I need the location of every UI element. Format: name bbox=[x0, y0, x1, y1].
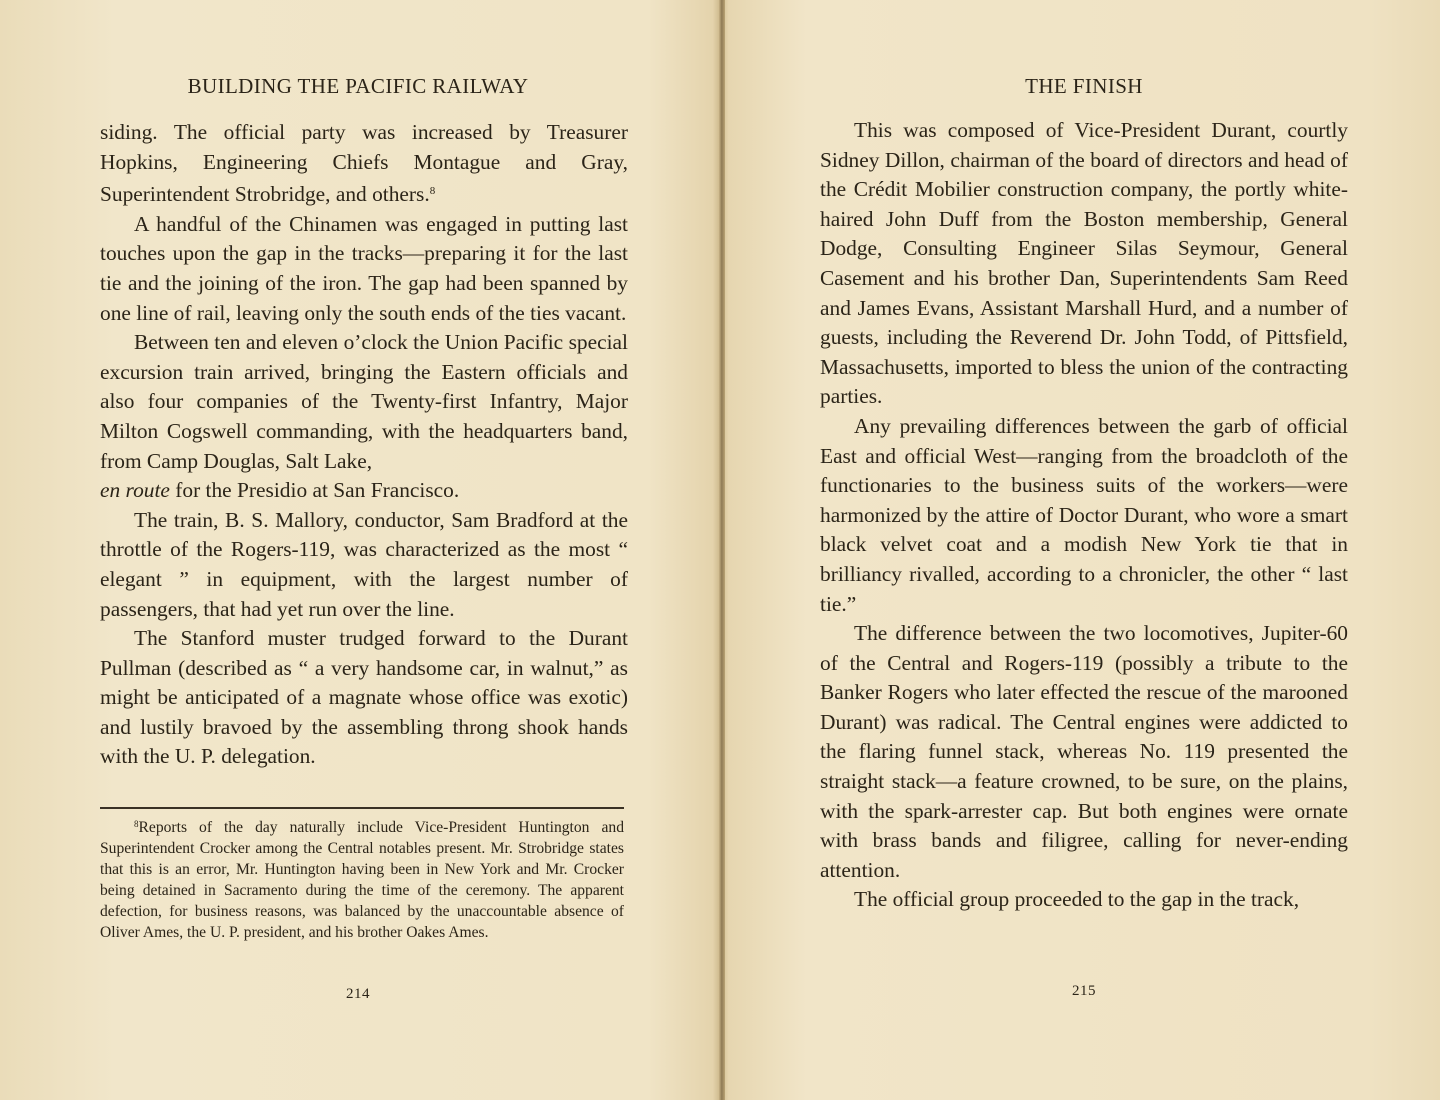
page-number-right: 215 bbox=[1072, 983, 1096, 999]
paragraph: Between ten and eleven o’clock the Union Pacific special excursion train arrived, bringing the Eastern officials and also four companies of the Twenty-first Infantry, Major Milton Cogswell commanding, with the headquarters band, from Camp Douglas, Salt Lake, bbox=[100, 330, 628, 473]
footnote bbox=[100, 814, 624, 943]
page-number-left: 214 bbox=[346, 986, 370, 1002]
right-page bbox=[820, 0, 1348, 1100]
paragraph-text: siding. The official party was increased by Treasurer Hopkins, Engineering Chiefs Montague and Gray, Superintendent Strobridge, and others. bbox=[100, 120, 628, 207]
paragraph: This was composed of Vice-President Durant, courtly Sidney Dillon, chairman of the board of directors and head of the Crédit Mobilier construction company, the portly white-haired John Duff from the Boston membership, General Dodge, Consulting Engineer Silas Seymour, General Casement and his brother Dan, Superintendents Sam Reed and James Evans, Assistant Marshall Hurd, and a number of guests, including the Reverend Dr. John Todd, of Pittsfield, Massachusetts, imported to bless the union of the contracting parties. bbox=[820, 118, 1348, 409]
paragraph-text: for the Presidio at San Francisco. bbox=[169, 478, 460, 503]
paragraph: The train, B. S. Mallory, conductor, Sam Bradford at the throttle of the Rogers-119, was characterized as the most “ elegant ” in equipment, with the largest number of passengers, that had yet run over the line. bbox=[100, 507, 628, 621]
paragraph: The Stanford muster trudged forward to the Durant Pullman (described as “ a very handsome car, in walnut,” as might be anticipated of a magnate whose office was exotic) and lustily bravoed by the assembling throng shook hands with the U. P. delegation. bbox=[100, 626, 628, 769]
left-page-body bbox=[100, 118, 628, 772]
paragraph: Any prevailing differences between the garb of official East and official West—ranging from the broadcloth of the functionaries to the business suits of the workers—were harmonized by the attire of Doctor Durant, who wore a smart black velvet coat and a modish New York tie that in brilliancy rivalled, according to a chronicler, the other “ last tie.” bbox=[820, 413, 1348, 616]
footnote-divider bbox=[100, 807, 624, 809]
italic-phrase: en route bbox=[100, 478, 170, 503]
paragraph: The official group proceeded to the gap in the track, bbox=[854, 887, 1300, 912]
footnote-mark: 8 bbox=[134, 819, 139, 829]
left-page bbox=[100, 0, 628, 1100]
paragraph: The difference between the two locomotives, Jupiter-60 of the Central and Rogers-119 (possibly a tribute to the Banker Rogers who later effected the rescue of the marooned Durant) was radical. The Central engines were addicted to the flaring funnel stack, whereas No. 119 presented the straight stack—a feature crowned, to be sure, on the plains, with the spark-arrester cap. But both engines were ornate with brass bands and filigree, calling for never-ending attention. bbox=[820, 621, 1348, 882]
footnote-text bbox=[100, 814, 624, 943]
paragraph bbox=[100, 118, 628, 210]
footnote-reference[interactable]: 8 bbox=[429, 185, 436, 198]
footnote-body: Reports of the day naturally include Vice-President Huntington and Superintendent Crocker among the Central notables present. Mr. Strobridge states that this is an error, Mr. Huntington having been in New York and Mr. Crocker being detained in Sacramento during the time of the ceremony. The apparent defection, for business reasons, was balanced by the unaccountable absence of Oliver Ames, the U. P. president, and his brother Oakes Ames. bbox=[100, 819, 624, 941]
running-head-left: BUILDING THE PACIFIC RAILWAY bbox=[187, 74, 529, 98]
paragraph-continuation bbox=[100, 476, 628, 506]
running-head-right: THE FINISH bbox=[1025, 74, 1143, 98]
book-gutter bbox=[719, 0, 725, 1100]
paragraph: A handful of the Chinamen was engaged in putting last touches upon the gap in the tracks—preparing it for the last tie and the joining of the iron. The gap had been spanned by one line of rail, leaving only the south ends of the ties vacant. bbox=[100, 211, 628, 325]
right-page-body bbox=[820, 116, 1348, 915]
